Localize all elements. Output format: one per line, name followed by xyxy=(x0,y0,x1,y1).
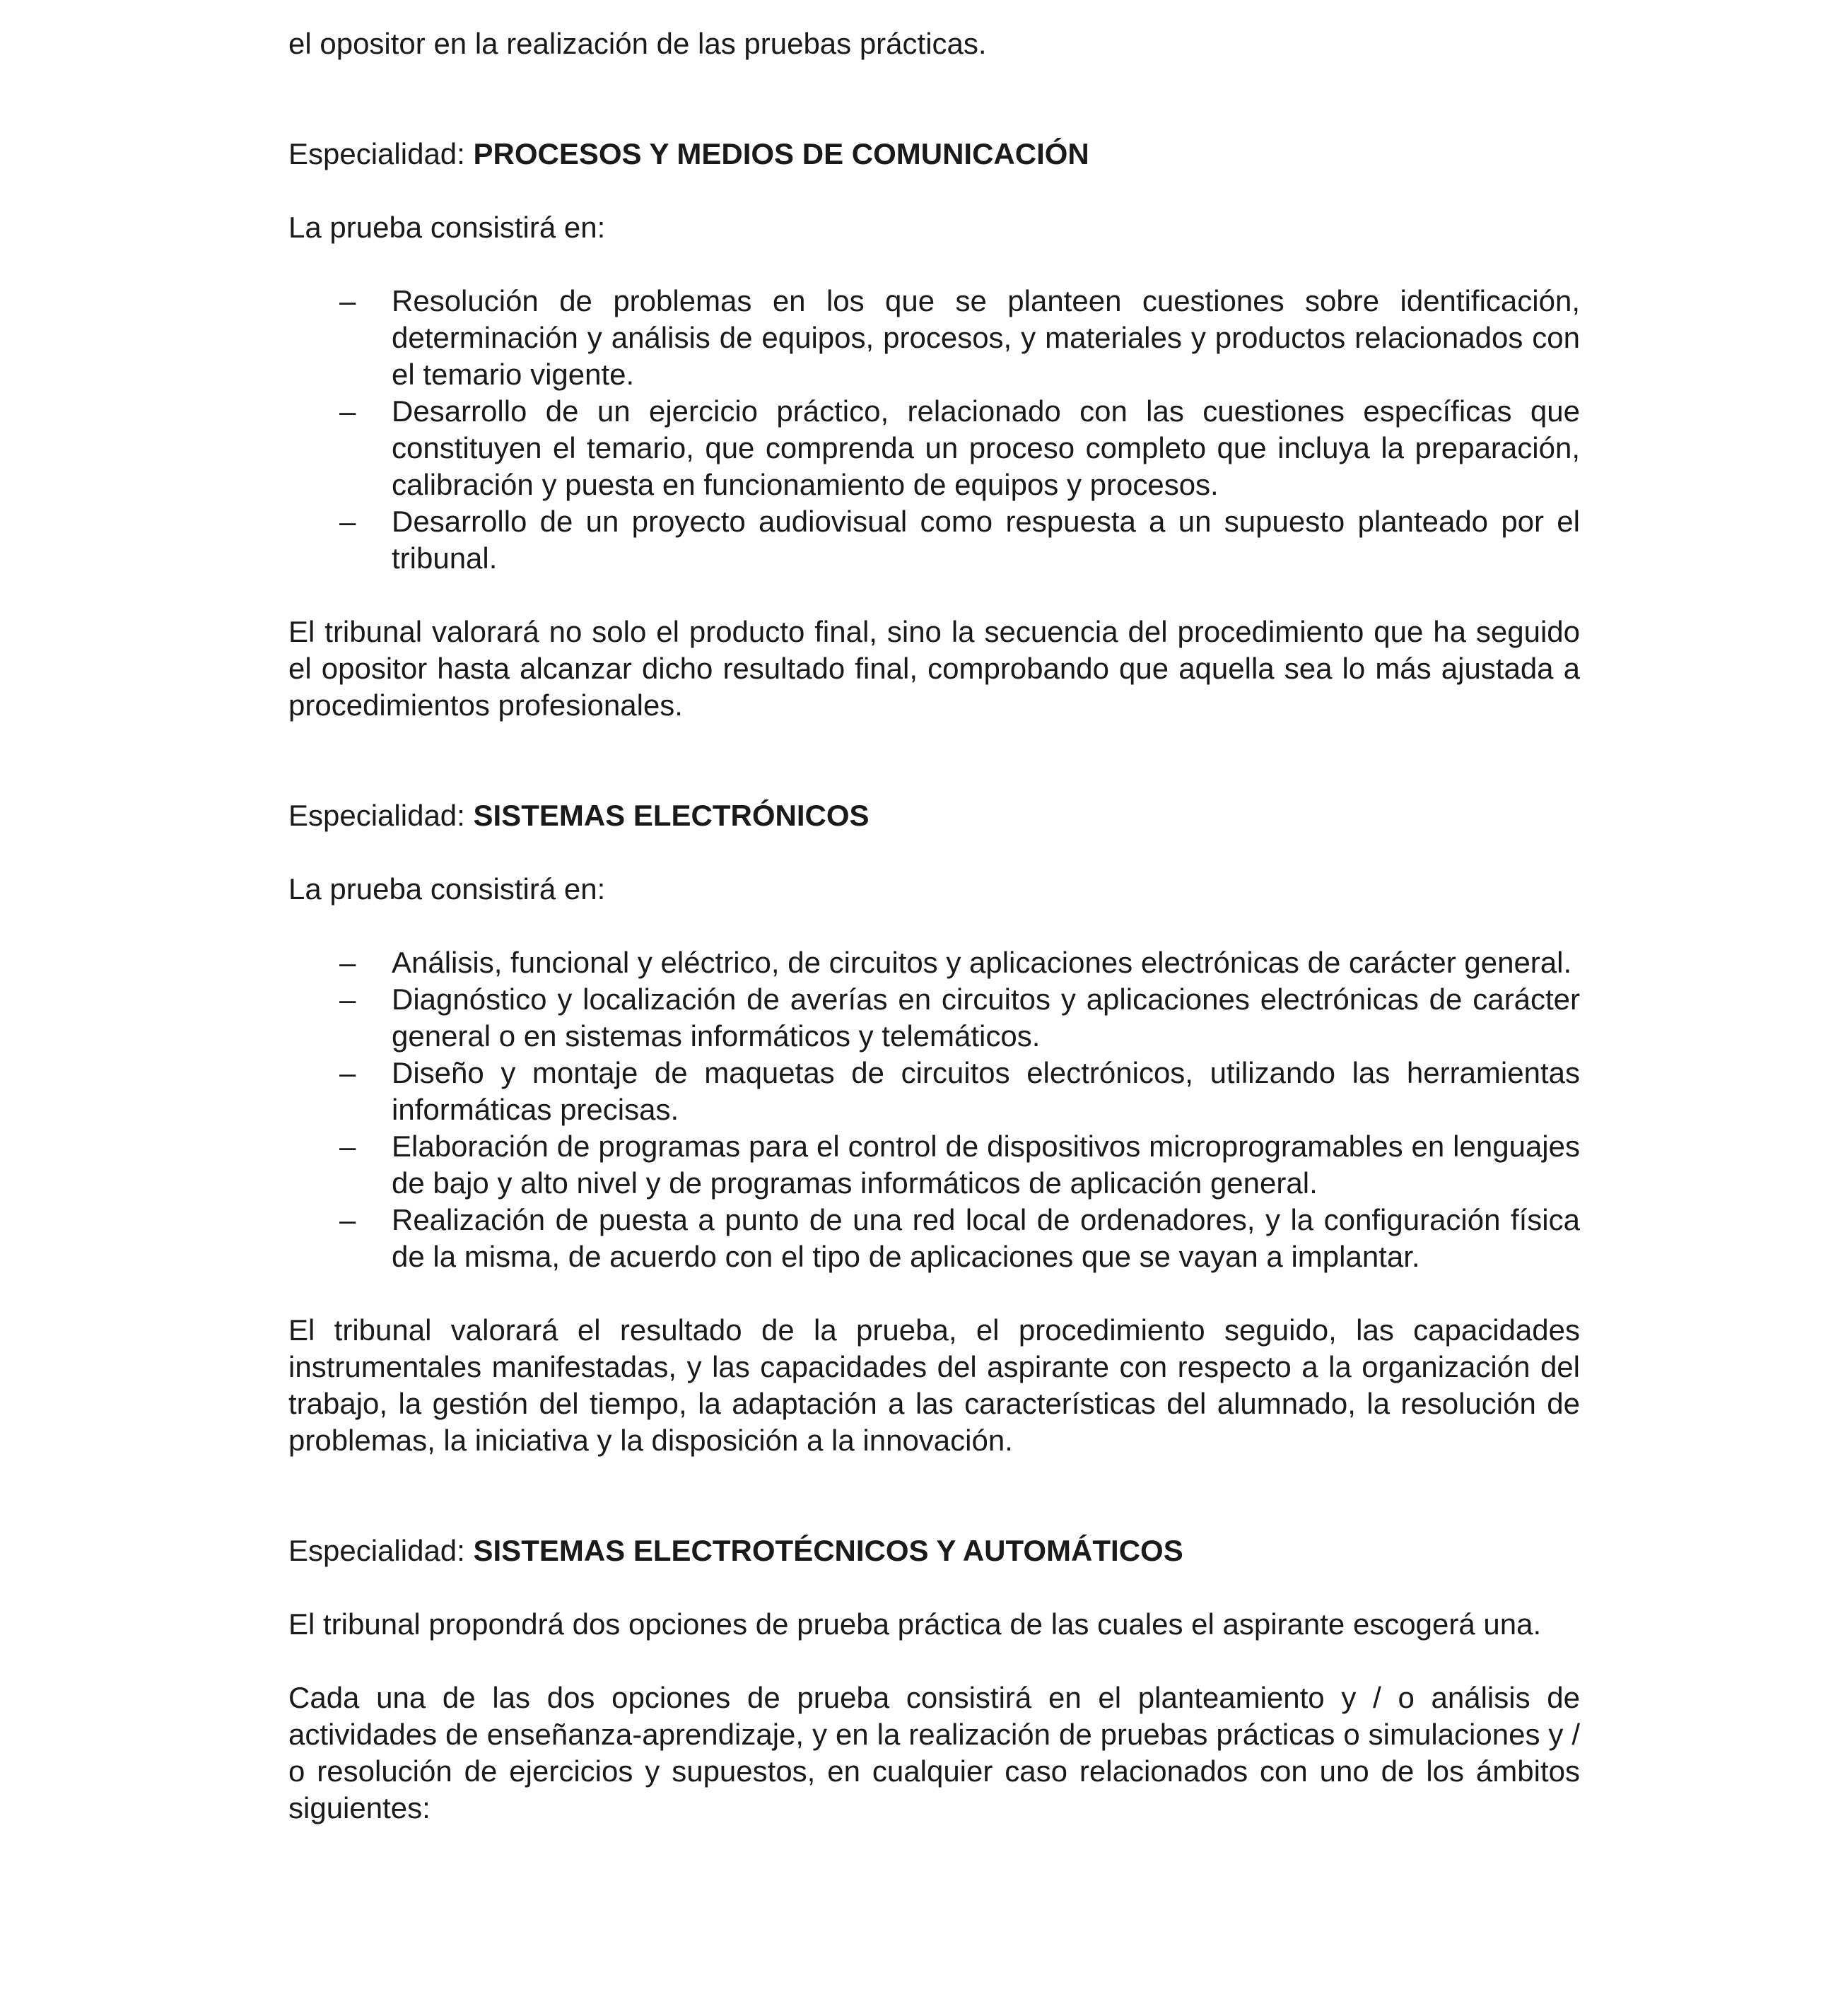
section-sistemas-electrotecnicos-automaticos xyxy=(288,1532,1580,1827)
heading-specialty-name: SISTEMAS ELECTROTÉCNICOS Y AUTOMÁTICOS xyxy=(473,1534,1183,1567)
heading-label: Especialidad: xyxy=(288,137,465,170)
dash-bullet: – xyxy=(339,284,356,317)
list-item xyxy=(288,1128,1580,1202)
section-heading xyxy=(288,1532,1580,1569)
list-item-text: Diseño y montaje de maquetas de circuitos electrónicos, utilizando las herramientas informáticas precisas. xyxy=(392,1056,1580,1126)
bullet-list xyxy=(288,283,1580,577)
heading-label: Especialidad: xyxy=(288,1534,465,1567)
section-procesos-medios-comunicacion xyxy=(288,136,1580,724)
body-paragraph: Cada una de las dos opciones de prueba consistirá en el planteamiento y / o análisis de actividades de enseñanza-aprendizaje, y en la realización de pruebas prácticas o simulaciones y / o resolución de ejercicios y supuestos, en cualquier caso relacionados con uno de los ámbitos siguientes: xyxy=(288,1681,1580,1824)
dash-bullet: – xyxy=(339,1056,356,1089)
list-item xyxy=(288,283,1580,393)
dash-bullet: – xyxy=(339,394,356,428)
list-item xyxy=(288,503,1580,577)
list-item xyxy=(288,981,1580,1055)
dash-bullet: – xyxy=(339,505,356,538)
list-item-text: Elaboración de programas para el control de dispositivos microprogramables en lenguajes de bajo y alto nivel y de programas informáticos de aplicación general. xyxy=(392,1130,1580,1200)
list-item-text: Diagnóstico y localización de averías en circuitos y aplicaciones electrónicas de carácter general o en sistemas informáticos y telemáticos. xyxy=(392,983,1580,1053)
body-paragraph: El tribunal propondrá dos opciones de prueba práctica de las cuales el aspirante escogerá una. xyxy=(288,1607,1542,1641)
document-page xyxy=(288,25,1580,1827)
list-item-text: Desarrollo de un ejercicio práctico, relacionado con las cuestiones específicas que constituyen el temario, que comprenda un proceso completo que incluya la preparación, calibración y puesta en funcionamiento de equipos y procesos. xyxy=(392,394,1580,501)
dash-bullet: – xyxy=(339,1203,356,1236)
section-heading xyxy=(288,797,1580,834)
heading-specialty-name: PROCESOS Y MEDIOS DE COMUNICACIÓN xyxy=(473,137,1089,170)
spacer xyxy=(288,62,1580,136)
bullet-list xyxy=(288,944,1580,1275)
dash-bullet: – xyxy=(339,1130,356,1163)
list-item xyxy=(288,1202,1580,1275)
spacer xyxy=(288,724,1580,797)
dash-bullet: – xyxy=(339,946,356,979)
lead-text: La prueba consistirá en: xyxy=(288,211,606,244)
section-heading xyxy=(288,136,1580,172)
section-sistemas-electronicos xyxy=(288,797,1580,1459)
list-item xyxy=(288,1055,1580,1128)
heading-specialty-name: SISTEMAS ELECTRÓNICOS xyxy=(473,799,870,832)
intro-paragraph: el opositor en la realización de las pruebas prácticas. xyxy=(288,27,987,60)
list-item xyxy=(288,944,1580,981)
heading-label: Especialidad: xyxy=(288,799,465,832)
dash-bullet: – xyxy=(339,983,356,1016)
closing-paragraph: El tribunal valorará no solo el producto final, sino la secuencia del procedimiento que ha seguido el opositor hasta alcanzar dicho resultado final, comprobando que aquella sea lo más ajustada a procedimientos profesionales. xyxy=(288,615,1580,722)
closing-paragraph: El tribunal valorará el resultado de la prueba, el procedimiento seguido, las capacidades instrumentales manifestadas, y las capacidades del aspirante con respecto a la organización del trabajo, la gestión del tiempo, la adaptación a las características del alumnado, la resolución de problemas, la iniciativa y la disposición a la innovación. xyxy=(288,1313,1580,1457)
spacer xyxy=(288,1459,1580,1532)
list-item-text: Realización de puesta a punto de una red local de ordenadores, y la configuración física de la misma, de acuerdo con el tipo de aplicaciones que se vayan a implantar. xyxy=(392,1203,1580,1273)
lead-text: La prueba consistirá en: xyxy=(288,872,606,906)
list-item-text: Resolución de problemas en los que se planteen cuestiones sobre identificación, determinación y análisis de equipos, procesos, y materiales y productos relacionados con el temario vigente. xyxy=(392,284,1580,391)
list-item-text: Desarrollo de un proyecto audiovisual como respuesta a un supuesto planteado por el tribunal. xyxy=(392,505,1580,575)
list-item xyxy=(288,393,1580,503)
list-item-text: Análisis, funcional y eléctrico, de circuitos y aplicaciones electrónicas de carácter general. xyxy=(392,946,1572,979)
